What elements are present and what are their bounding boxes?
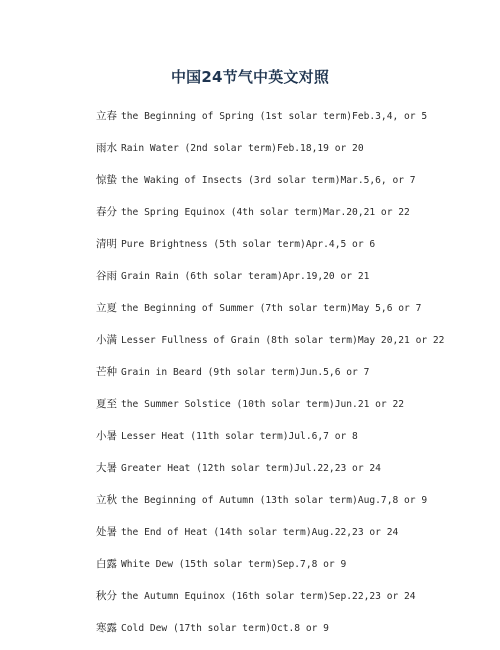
term-chinese-name: 惊蛰 bbox=[96, 174, 117, 186]
term-chinese-name: 谷雨 bbox=[96, 270, 117, 282]
term-chinese-name: 清明 bbox=[96, 238, 117, 250]
term-chinese-name: 寒露 bbox=[96, 622, 117, 634]
solar-term-row bbox=[96, 266, 444, 298]
term-english-description: the Beginning of Spring (1st solar term)Feb.3,4, or 5 bbox=[121, 111, 428, 122]
solar-term-row bbox=[96, 106, 444, 138]
term-chinese-name: 小暑 bbox=[96, 430, 117, 442]
term-english-description: the Beginning of Autumn (13th solar term)Aug.7,8 or 9 bbox=[121, 495, 428, 506]
term-english-description: the Beginning of Summer (7th solar term)May 5,6 or 7 bbox=[121, 303, 422, 314]
term-english-description: the Summer Solstice (10th solar term)Jun.21 or 22 bbox=[121, 399, 405, 410]
term-english-description: Rain Water (2nd solar term)Feb.18,19 or 20 bbox=[121, 143, 364, 154]
term-english-description: Greater Heat (12th solar term)Jul.22,23 or 24 bbox=[121, 463, 381, 474]
solar-term-row bbox=[96, 202, 444, 234]
solar-term-row bbox=[96, 458, 444, 490]
term-english-description: the End of Heat (14th solar term)Aug.22,23 or 24 bbox=[121, 527, 399, 538]
term-english-description: the Autumn Equinox (16th solar term)Sep.22,23 or 24 bbox=[121, 591, 416, 602]
solar-term-row bbox=[96, 138, 444, 170]
term-chinese-name: 立秋 bbox=[96, 494, 117, 506]
term-chinese-name: 芒种 bbox=[96, 366, 117, 378]
solar-term-row bbox=[96, 362, 444, 394]
term-english-description: Lesser Heat (11th solar term)Jul.6,7 or 8 bbox=[121, 431, 358, 442]
solar-term-row bbox=[96, 394, 444, 426]
solar-term-row bbox=[96, 234, 444, 266]
term-chinese-name: 大暑 bbox=[96, 462, 117, 474]
solar-term-row bbox=[96, 170, 444, 202]
term-chinese-name: 白露 bbox=[96, 558, 117, 570]
solar-term-row bbox=[96, 522, 444, 554]
term-english-description: the Spring Equinox (4th solar term)Mar.20,21 or 22 bbox=[121, 207, 410, 218]
solar-term-row bbox=[96, 554, 444, 586]
solar-term-row bbox=[96, 426, 444, 458]
term-english-description: Cold Dew (17th solar term)Oct.8 or 9 bbox=[121, 623, 329, 634]
solar-term-row bbox=[96, 586, 444, 618]
term-english-description: Grain in Beard (9th solar term)Jun.5,6 or 7 bbox=[121, 367, 370, 378]
term-chinese-name: 立春 bbox=[96, 110, 117, 122]
term-chinese-name: 小满 bbox=[96, 334, 117, 346]
solar-term-row bbox=[96, 490, 444, 522]
term-english-description: Pure Brightness (5th solar term)Apr.4,5 or 6 bbox=[121, 239, 376, 250]
term-english-description: Grain Rain (6th solar teram)Apr.19,20 or 21 bbox=[121, 271, 370, 282]
term-chinese-name: 春分 bbox=[96, 206, 117, 218]
term-english-description: Lesser Fullness of Grain (8th solar term)May 20,21 or 22 bbox=[121, 335, 445, 346]
term-english-description: White Dew (15th solar term)Sep.7,8 or 9 bbox=[121, 559, 347, 570]
solar-term-list bbox=[96, 106, 444, 650]
document-title: 中国24节气中英文对照 bbox=[170, 68, 330, 86]
solar-term-row bbox=[96, 330, 444, 362]
term-chinese-name: 雨水 bbox=[96, 142, 117, 154]
term-chinese-name: 立夏 bbox=[96, 302, 117, 314]
solar-term-row bbox=[96, 298, 444, 330]
term-chinese-name: 秋分 bbox=[96, 590, 117, 602]
term-english-description: the Waking of Insects (3rd solar term)Mar.5,6, or 7 bbox=[121, 175, 416, 186]
solar-term-row bbox=[96, 618, 444, 650]
term-chinese-name: 夏至 bbox=[96, 398, 117, 410]
term-chinese-name: 处暑 bbox=[96, 526, 117, 538]
